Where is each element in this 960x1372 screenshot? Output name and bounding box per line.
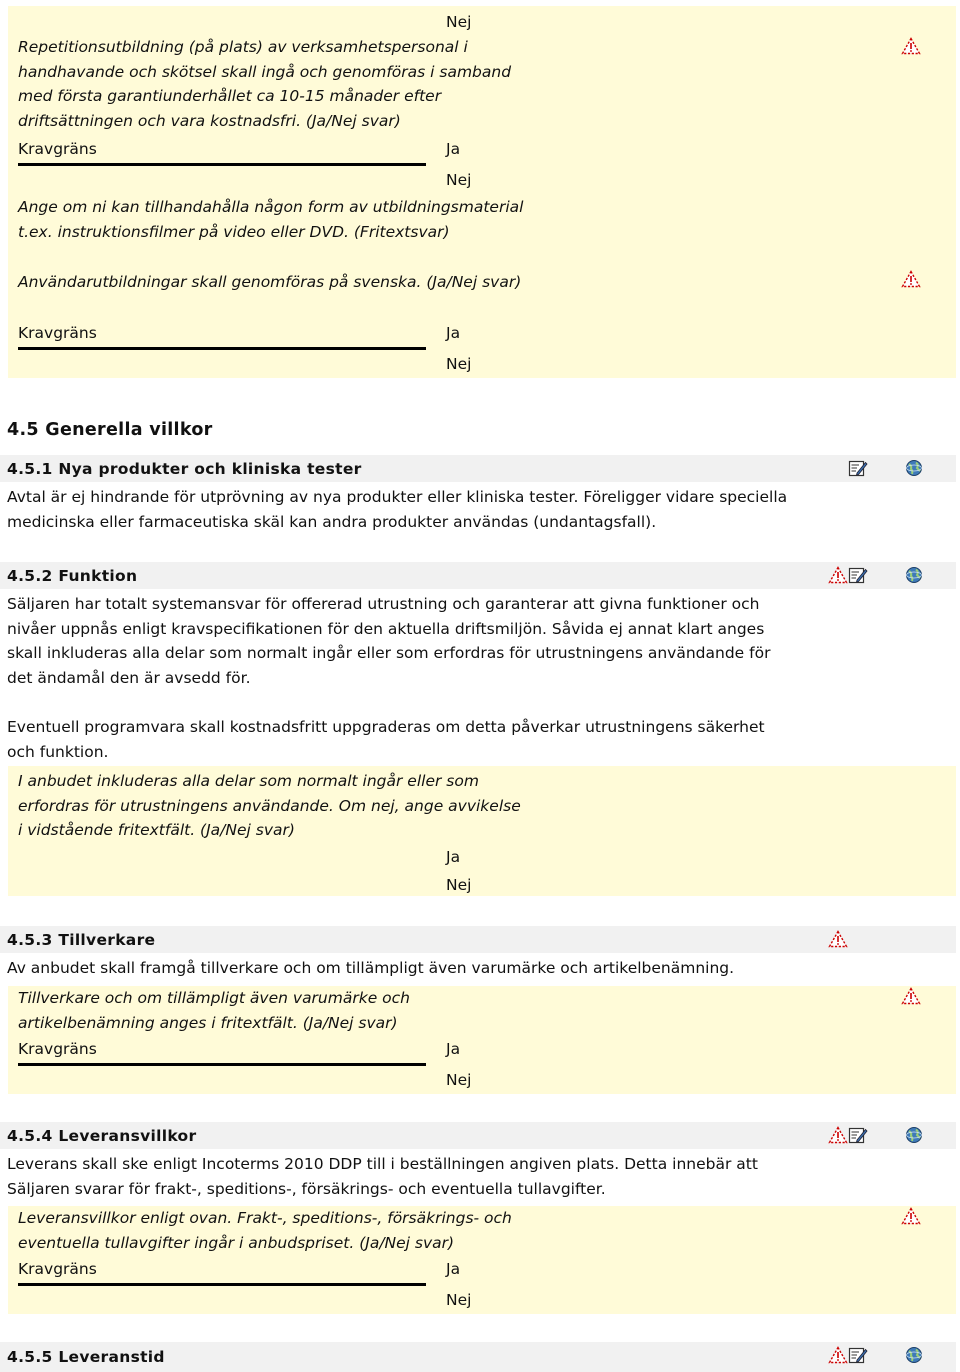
option-nej[interactable]: Nej bbox=[446, 1071, 472, 1089]
warning-icon bbox=[828, 566, 848, 584]
edit-note-icon[interactable] bbox=[848, 1126, 868, 1144]
warning-icon bbox=[901, 270, 921, 288]
kravgrans-label: Kravgräns bbox=[18, 140, 97, 158]
warning-icon bbox=[901, 37, 921, 55]
warning-icon bbox=[828, 1126, 848, 1144]
free-text-question: Ange om ni kan tillhandahålla någon form av utbildningsmaterial t.ex. instruktionsfilmer på video eller DVD. (Fritextsvar) bbox=[18, 198, 524, 241]
question-text: Tillverkare och om tillämpligt även varumärke och artikelbenämning anges i fritextfält. (Ja/Nej svar) bbox=[18, 989, 410, 1032]
option-nej[interactable]: Nej bbox=[446, 1291, 472, 1309]
kravgrans-line bbox=[18, 347, 426, 350]
option-ja[interactable]: Ja bbox=[446, 848, 461, 866]
paragraph: Av anbudet skall framgå tillverkare och om tillämpligt även varumärke och artikelbenämning. bbox=[7, 959, 735, 977]
question-text-2: Användarutbildningar skall genomföras på svenska. (Ja/Nej svar) bbox=[18, 273, 522, 291]
paragraph: Säljaren har totalt systemansvar för offererad utrustning och garanterar att givna funktioner och nivåer uppnås enligt kravspecifikationen för den aktuella driftsmiljön. Såvida ej annat klart anges skall inkluderas alla delar som normalt ingår eller som erfordras för utrustningens användande för det ändamål den är avsedd för. bbox=[7, 595, 771, 687]
subsection-title: 4.5.4 Leveransvillkor bbox=[7, 1127, 197, 1145]
subsection-heading-4-5-3 bbox=[0, 926, 956, 953]
subsection-heading-4-5-5 bbox=[0, 1342, 956, 1372]
option-nej[interactable]: Nej bbox=[446, 171, 472, 189]
subsection-title: 4.5.5 Leveranstid bbox=[7, 1348, 165, 1366]
answer-box-tillverkare bbox=[8, 986, 956, 1094]
globe-icon[interactable] bbox=[904, 1346, 924, 1364]
kravgrans-line bbox=[18, 163, 426, 166]
question-text: Repetitionsutbildning (på plats) av verksamhetspersonal i handhavande och skötsel skall ingå och genomföras i samband med första garantiunderhållet ca 10-15 månader efter driftsättningen och vara kostnadsfri. (Ja/Nej svar) bbox=[18, 38, 512, 130]
paragraph: Eventuell programvara skall kostnadsfritt uppgraderas om detta påverkar utrustningens säkerhet och funktion. bbox=[7, 718, 765, 761]
paragraph: Leverans skall ske enligt Incoterms 2010 DDP till i beställningen angiven plats. Detta innebär att Säljaren svarar för frakt-, speditions-, försäkrings- och eventuella tullavgifter. bbox=[7, 1155, 758, 1198]
option-nej[interactable]: Nej bbox=[446, 355, 472, 373]
option-ja[interactable]: Ja bbox=[446, 1040, 461, 1058]
kravgrans-line bbox=[18, 1283, 426, 1286]
kravgrans-label: Kravgräns bbox=[18, 1260, 97, 1278]
option-nej-top[interactable]: Nej bbox=[446, 13, 472, 31]
globe-icon[interactable] bbox=[904, 566, 924, 584]
globe-icon[interactable] bbox=[904, 1126, 924, 1144]
option-ja[interactable]: Ja bbox=[446, 1260, 461, 1278]
kravgrans-label: Kravgräns bbox=[18, 324, 97, 342]
answer-box-leveransvillkor bbox=[8, 1206, 956, 1314]
subsection-heading-4-5-2 bbox=[0, 562, 956, 589]
warning-icon bbox=[901, 987, 921, 1005]
globe-icon[interactable] bbox=[904, 459, 924, 477]
warning-icon bbox=[828, 1346, 848, 1364]
kravgrans-line bbox=[18, 1063, 426, 1066]
question-text: I anbudet inkluderas alla delar som normalt ingår eller som erfordras för utrustningens användande. Om nej, ange avvikelse i vidstående fritextfält. (Ja/Nej svar) bbox=[18, 772, 521, 840]
edit-note-icon[interactable] bbox=[848, 1346, 868, 1364]
subsection-heading-4-5-4 bbox=[0, 1122, 956, 1149]
edit-note-icon[interactable] bbox=[848, 459, 868, 477]
answer-box-training bbox=[8, 6, 956, 378]
warning-icon bbox=[901, 1207, 921, 1225]
option-nej[interactable]: Nej bbox=[446, 876, 472, 894]
subsection-title: 4.5.3 Tillverkare bbox=[7, 931, 156, 949]
option-ja[interactable]: Ja bbox=[446, 140, 461, 158]
edit-note-icon[interactable] bbox=[848, 566, 868, 584]
subsection-title: 4.5.1 Nya produkter och kliniska tester bbox=[7, 460, 362, 478]
subsection-title: 4.5.2 Funktion bbox=[7, 567, 138, 585]
question-text: Leveransvillkor enligt ovan. Frakt-, speditions-, försäkrings- och eventuella tullavgifter ingår i anbudspriset. (Ja/Nej svar) bbox=[18, 1209, 512, 1252]
subsection-heading-4-5-1 bbox=[0, 455, 956, 482]
kravgrans-label: Kravgräns bbox=[18, 1040, 97, 1058]
answer-box-funktion bbox=[8, 766, 956, 896]
section-title: 4.5 Generella villkor bbox=[7, 420, 213, 440]
paragraph: Avtal är ej hindrande för utprövning av nya produkter eller kliniska tester. Föreligger vidare speciella medicinska eller farmaceutiska skäl kan andra produkter användas (undantagsfall). bbox=[7, 488, 788, 531]
option-ja[interactable]: Ja bbox=[446, 324, 461, 342]
warning-icon bbox=[828, 930, 848, 948]
